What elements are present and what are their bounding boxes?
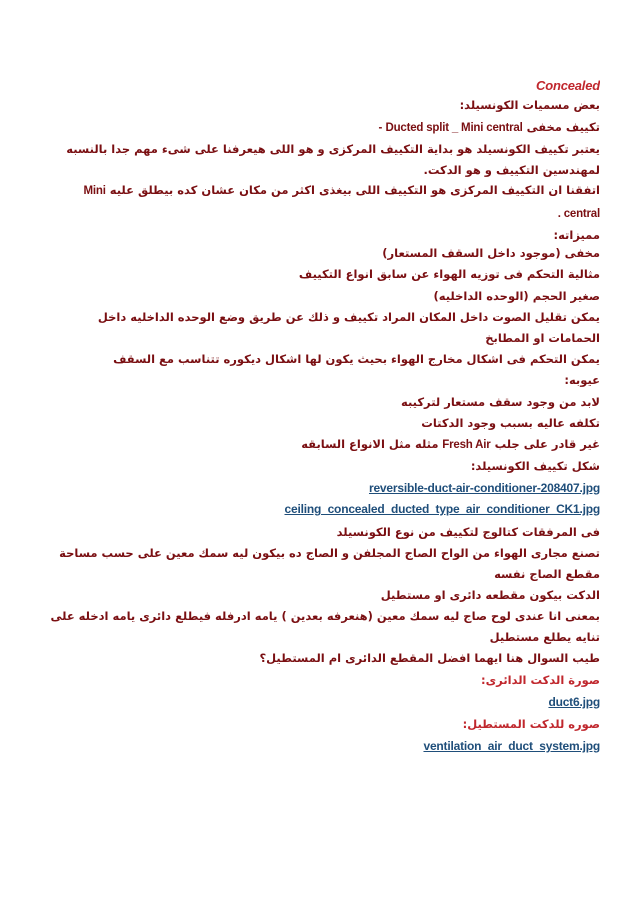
names-line-en: - Ducted split _ Mini central	[378, 122, 523, 134]
paragraph-2-ar: اتفقنا ان التكييف المركزى هو التكييف اللى بيغذى اكثر من مكان عشان كده بيطلق عليه	[109, 183, 600, 197]
round-duct-heading: صورة الدكت الدائرى:	[481, 673, 600, 687]
names-heading: بعض مسميات الكونسيلد:	[459, 98, 600, 112]
names-line-ar: تكييف مخفى	[526, 120, 600, 134]
names-line	[35, 119, 600, 136]
defect-3-ar-start: غير قادر على جلب	[494, 437, 600, 451]
feature-item: صغير الحجم (الوحده الداخليه)	[433, 289, 600, 303]
link-duct6[interactable]: duct6.jpg	[548, 695, 600, 709]
defect-item: لابد من وجود سقف مستعار لتركيبه	[400, 395, 600, 409]
duct-line: تنايه يطلع مستطيل	[489, 630, 600, 644]
shape-heading: شكل تكييف الكونسيلد:	[470, 459, 600, 473]
duct-line: طيب السوال هنا ايهما افضل المقطع الدائرى ام المستطيل؟	[259, 651, 600, 665]
duct-line: تصنع مجارى الهواء من الواح الصاج المجلفن و الصاج ده بيكون ليه سمك معين على حسب مساحة	[59, 546, 600, 560]
link-ceiling-concealed[interactable]: ceiling_concealed_ducted_type_air_conditioner_CK1.jpg	[284, 502, 600, 516]
defects-heading: عيوبه:	[564, 373, 600, 387]
duct-line: بمعنى انا عندى لوح صاج ليه سمك معين (هنعرفه بعدين ) يامه ادرفله فيطلع دائرى يامه ادخله على	[50, 609, 600, 623]
defect-3-ar-end: مثله مثل الانواع السابقه	[301, 437, 439, 451]
attachments-line: فى المرفقات كتالوج لتكييف من نوع الكونسيلد	[336, 525, 600, 539]
paragraph-1-line-2: لمهندسين التكييف و هو الدكت.	[423, 163, 600, 177]
link-ventilation-duct[interactable]: ventilation_air_duct_system.jpg	[423, 739, 600, 753]
paragraph-1-line-1: يعتبر تكييف الكونسيلد هو بداية التكييف المركزى و هو اللى هيعرفنا على شىء مهم جدا بالنسبه	[66, 142, 600, 156]
feature-item: الحمامات او المطابخ	[485, 331, 600, 345]
duct-line: مقطع الصاج نفسه	[494, 567, 600, 581]
feature-item: يمكن تقليل الصوت داخل المكان المراد تكييف و ذلك عن طريق وضع الوحده الداخليه داخل	[97, 310, 600, 324]
paragraph-2-line-1	[35, 182, 600, 199]
defect-3-en: Fresh Air	[442, 439, 491, 451]
paragraph-2-en: Mini	[83, 185, 106, 197]
rect-duct-heading: صوره للدكت المستطيل:	[462, 717, 600, 731]
doc-title: Concealed	[536, 78, 600, 93]
defect-item: تكلفه عاليه بسبب وجود الدكتات	[421, 416, 600, 430]
defect-item-fresh-air	[35, 436, 600, 453]
features-heading: مميزاته:	[553, 228, 600, 242]
paragraph-2-line-2: central .	[557, 208, 600, 220]
feature-item: يمكن التحكم فى اشكال مخارج الهواء بحيث يكون لها اشكال ديكوره تتناسب مع السقف	[113, 352, 600, 366]
feature-item: مثالية التحكم فى توزيه الهواء عن سابق انواع التكييف	[298, 267, 600, 281]
feature-item: مخفى (موجود داخل السقف المستعار)	[382, 246, 600, 260]
link-reversible-duct[interactable]: reversible-duct-air-conditioner-208407.jpg	[368, 481, 600, 495]
duct-line: الدكت بيكون مقطعه دائرى او مستطيل	[380, 588, 600, 602]
